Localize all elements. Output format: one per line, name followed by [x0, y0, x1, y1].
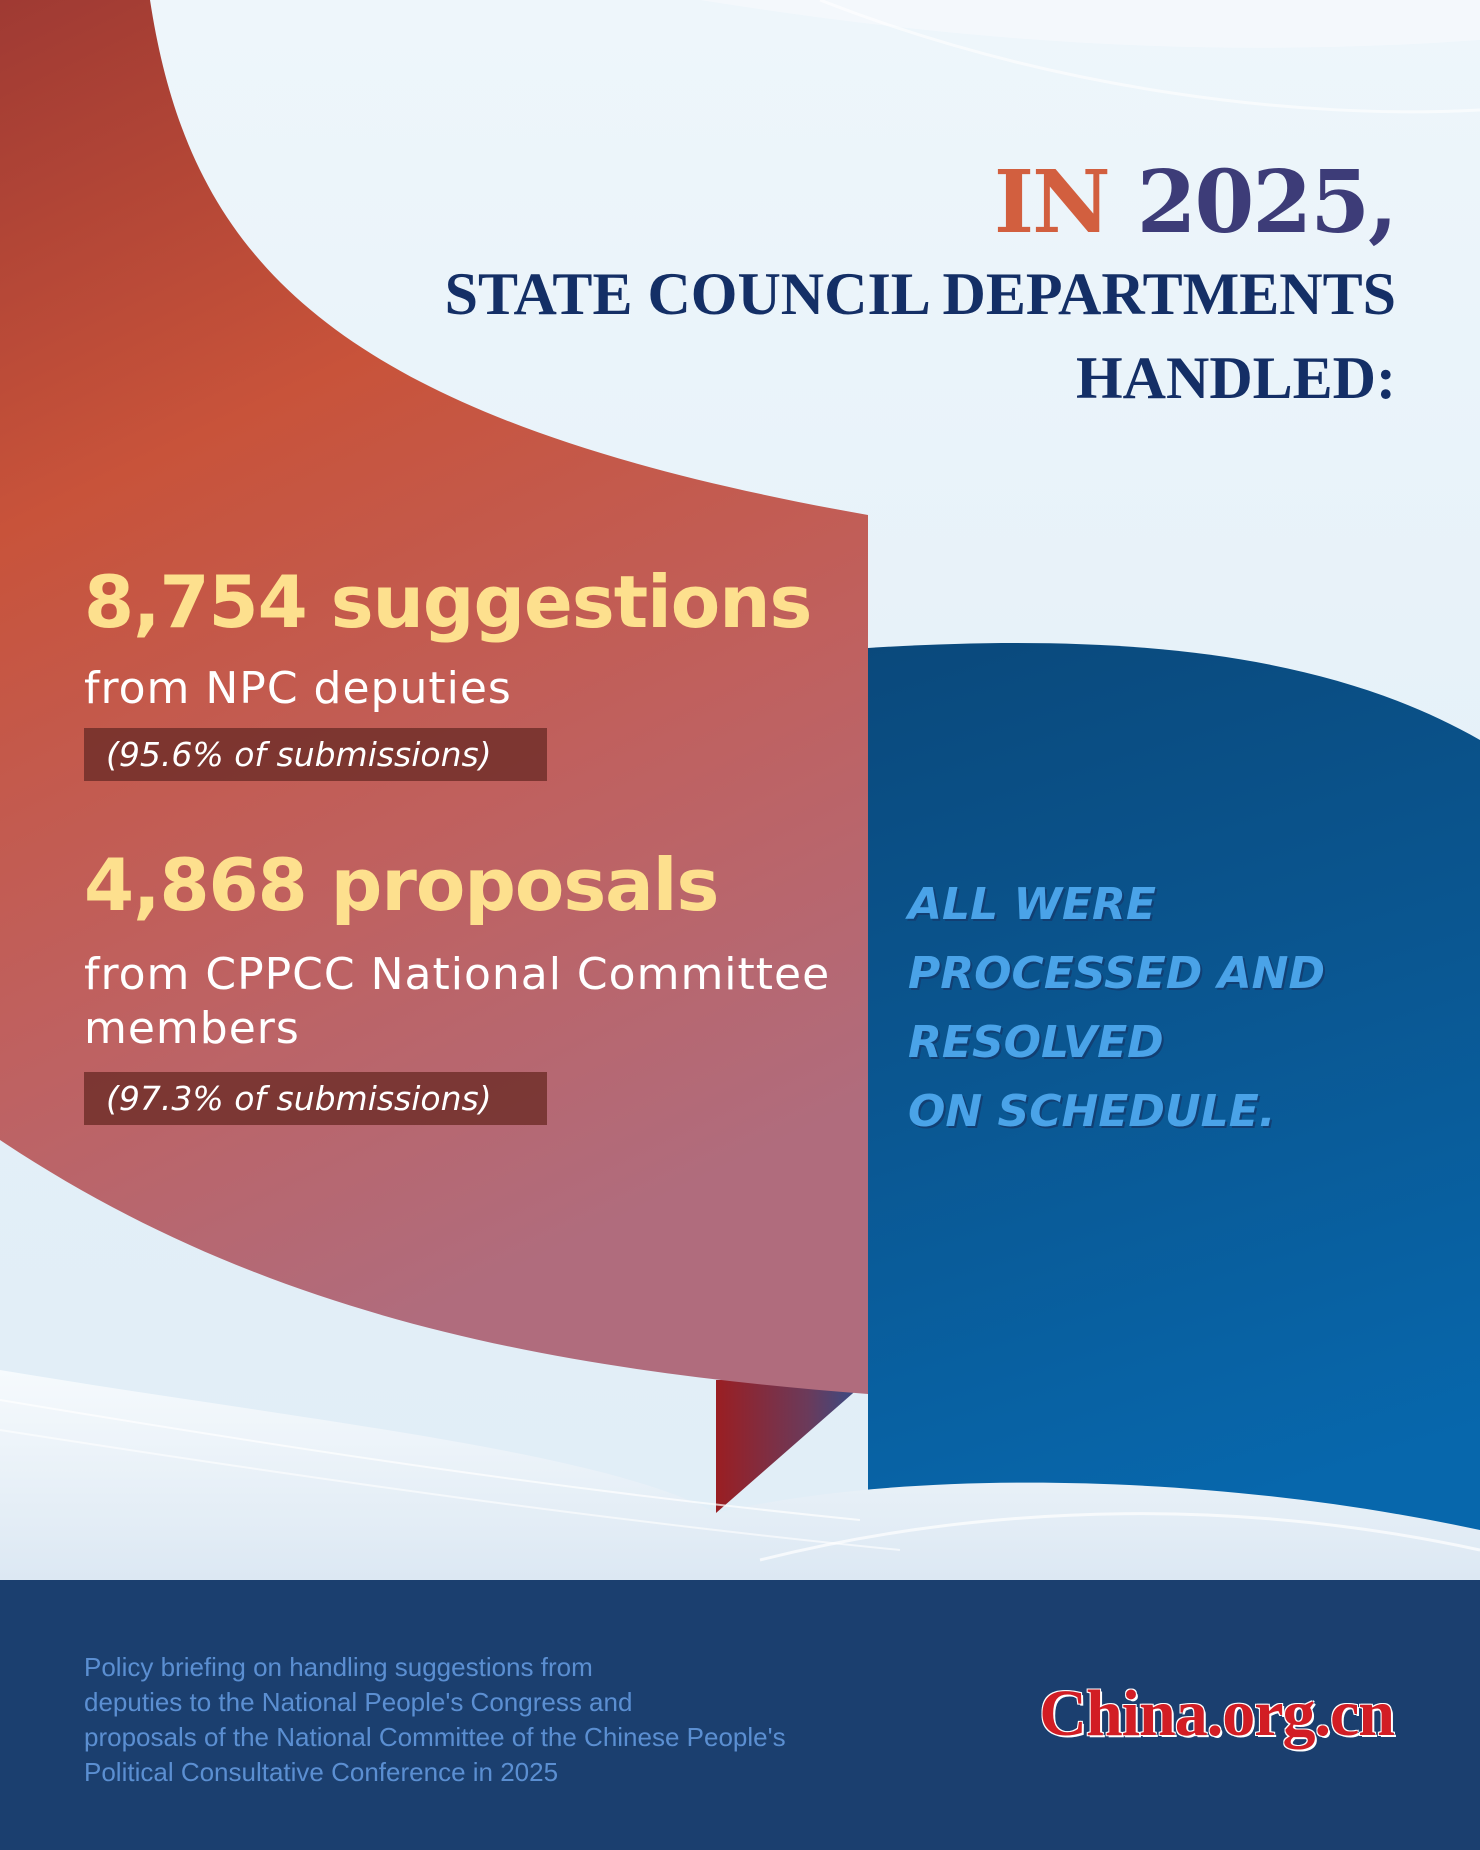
footer — [0, 1580, 1480, 1850]
footer-source-text — [84, 1650, 786, 1790]
headline-line3: HANDLED: — [1075, 345, 1396, 411]
headline-line2: STATE COUNCIL DEPARTMENTS — [444, 261, 1396, 327]
china-org-cn-logo: China.org.cn — [1039, 1677, 1394, 1750]
headline-year-line — [445, 152, 1396, 253]
npc-description-line: from NPC deputies — [84, 663, 512, 714]
footer-source-line-1: Policy briefing on handling suggestions from — [84, 1652, 593, 1682]
cppcc-proposals-count: 4,868 proposals — [84, 843, 719, 927]
cppcc-description-line-1: from CPPCC National Committee — [84, 949, 831, 1000]
headline-year: 2025, — [1136, 152, 1396, 253]
cppcc-proposals-description — [84, 948, 830, 1056]
footer-source-line-3: proposals of the National Committee of the Chinese People's — [84, 1722, 786, 1752]
npc-percentage-badge: (95.6% of submissions) — [84, 728, 547, 781]
headline-in: IN — [993, 152, 1109, 253]
cppcc-description-line-2: members — [84, 1003, 300, 1054]
cppcc-percentage-badge: (97.3% of submissions) — [84, 1072, 547, 1125]
conclusion-line-3: RESOLVED — [908, 1017, 1164, 1068]
footer-source-line-2: deputies to the National People's Congress and — [84, 1687, 633, 1717]
conclusion-line-2: PROCESSED AND — [908, 948, 1325, 999]
headline — [444, 152, 1396, 419]
conclusion-line-4: ON SCHEDULE. — [908, 1086, 1276, 1137]
footer-source-line-4: Political Consultative Conference in 2025 — [84, 1757, 559, 1787]
npc-suggestions-description — [84, 662, 512, 716]
conclusion-line-1: ALL WERE — [908, 879, 1156, 930]
npc-suggestions-count: 8,754 suggestions — [84, 560, 812, 644]
conclusion-text — [908, 870, 1325, 1146]
